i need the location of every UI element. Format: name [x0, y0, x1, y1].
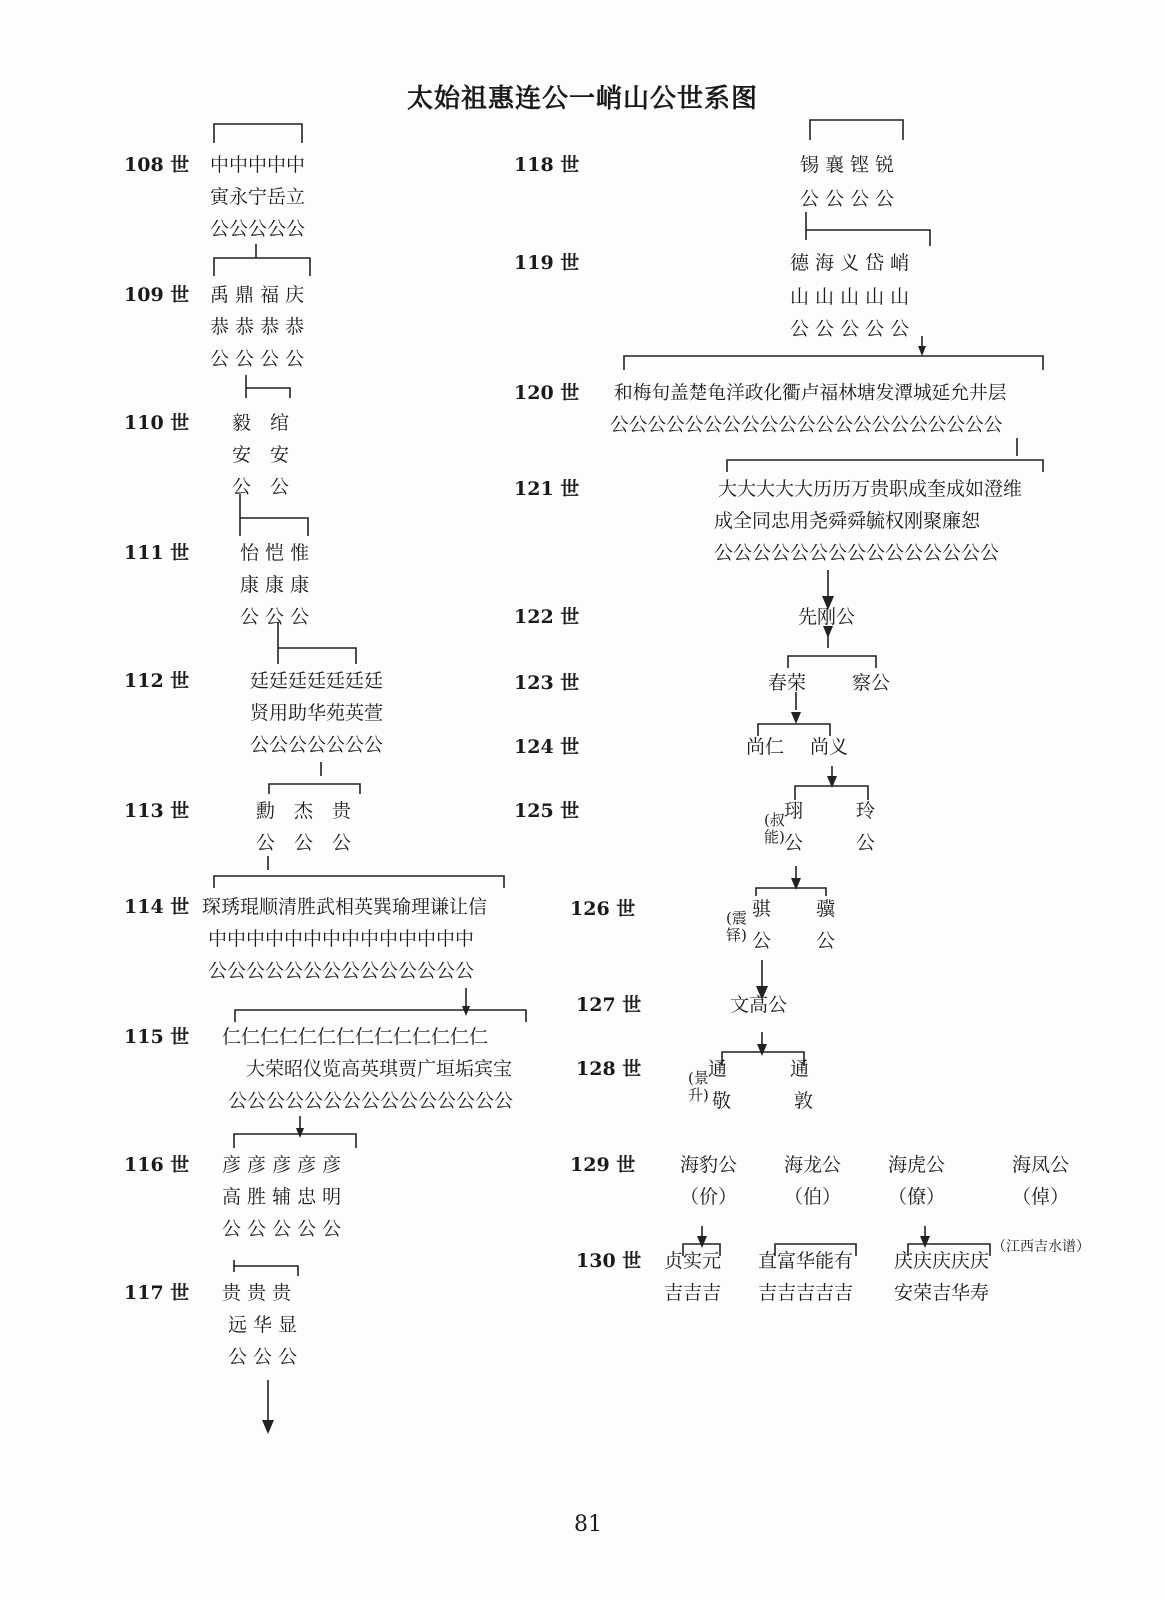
gen-126-person-1-suffix: 公 — [752, 930, 772, 952]
gen-125-person-2-suffix: 公 — [856, 832, 876, 854]
gen-109-row-1: 禹 鼎 福 庆 — [210, 284, 305, 306]
gen-112-row-2: 贤用助华苑英萱 — [250, 702, 384, 724]
gen-label-124: 124 世 — [514, 736, 580, 758]
gen-label-128: 128 世 — [576, 1058, 642, 1080]
gen-130-group-2-row-2: 吉吉吉吉吉 — [758, 1282, 854, 1304]
gen-label-119: 119 世 — [514, 252, 580, 274]
gen-124-person-2: 尚义 — [810, 736, 849, 758]
gen-116-row-3: 公 公 公 公 公 — [222, 1218, 342, 1240]
gen-120-row-1: 和梅旬盖楚龟洋政化衢卢福林塘发潭城延允井层 — [614, 383, 1007, 404]
gen-label-122: 122 世 — [514, 606, 580, 628]
gen-117-row-3: 公 公 公 — [228, 1346, 298, 1368]
gen-label-108: 108 世 — [124, 154, 190, 176]
gen-label-125: 125 世 — [514, 800, 580, 822]
gen-128-person-2-suffix: 敦 — [794, 1090, 814, 1112]
gen-label-123: 123 世 — [514, 672, 580, 694]
gen-label-115: 115 世 — [124, 1026, 190, 1048]
gen-130-group-1-row-2: 吉吉吉 — [664, 1282, 722, 1304]
gen-117-row-1: 贵 贵 贵 — [222, 1282, 292, 1304]
gen-label-129: 129 世 — [570, 1154, 636, 1176]
gen-125-person-2-name: 玲 — [856, 800, 876, 822]
gen-108-row-1: 中中中中中 — [210, 154, 306, 176]
gen-121-row-1: 大大大大大历历万贵职成奎成如澄维 — [718, 478, 1023, 500]
gen-110-row-1: 毅 绾 — [232, 412, 290, 434]
gen-129-person-4-alias: （倬） — [1012, 1186, 1070, 1208]
gen-125-person-1-name: 珝 — [784, 800, 804, 822]
gen-label-118: 118 世 — [514, 154, 580, 176]
gen-115-row-1: 仁仁仁仁仁仁仁仁仁仁仁仁仁仁 — [222, 1026, 489, 1048]
gen-109-row-3: 公 公 公 公 — [210, 348, 305, 370]
gen-129-person-3: 海虎公 — [888, 1154, 946, 1176]
gen-130-group-3-row-2: 安荣吉华寿 — [894, 1282, 990, 1304]
gen-119-row-2: 山 山 山 山 山 — [790, 286, 910, 308]
page-title: 太始祖惠连公一峭山公世系图 — [407, 84, 759, 114]
gen-114-row-2: 中中中中中中中中中中中中中中 — [208, 928, 475, 950]
page-number: 81 — [574, 1512, 602, 1537]
gen-label-116: 116 世 — [124, 1154, 190, 1176]
gen-129-person-1: 海豹公 — [680, 1154, 738, 1176]
gen-111-row-3: 公 公 公 — [240, 606, 310, 628]
gen-label-109: 109 世 — [124, 284, 190, 306]
gen-112-row-1: 廷廷廷廷廷廷廷 — [250, 670, 384, 692]
gen-108-row-2: 寅永宁岳立 — [210, 186, 306, 208]
gen-116-row-2: 高 胜 辅 忠 明 — [222, 1186, 342, 1208]
gen-118-row-2: 公 公 公 公 — [800, 188, 895, 210]
gen-126-person-2-suffix: 公 — [816, 930, 836, 952]
gen-121-row-2: 成全同忠用尧舜舜毓权刚聚廉恕 — [714, 510, 981, 532]
gen-113-row-2: 公 公 公 — [256, 832, 352, 854]
gen-label-117: 117 世 — [124, 1282, 190, 1304]
gen-124-person-1: 尚仁 — [746, 736, 785, 758]
gen-112-row-3: 公公公公公公公 — [250, 734, 384, 756]
gen-108-row-3: 公公公公公 — [210, 218, 306, 240]
gen-128-person-2-name: 通 — [790, 1058, 810, 1080]
gen-114-row-1: 琛琇琨顺清胜武相英巽瑜理谦让信 — [202, 896, 488, 918]
gen-126-person-1-name: 骐 — [752, 898, 772, 920]
gen-120-row-2: 公公公公公公公公公公公公公公公公公公公公公 — [610, 415, 1003, 436]
gen-119-row-3: 公 公 公 公 公 — [790, 318, 910, 340]
gen-125-person-1-suffix: 公 — [784, 832, 804, 854]
gen-121-row-3: 公公公公公公公公公公公公公公公 — [714, 542, 1000, 564]
gen-129-person-3-alias: （僚） — [888, 1186, 946, 1208]
gen-110-row-2: 安 安 — [232, 444, 290, 466]
gen-129-person-4: 海凤公 — [1012, 1154, 1070, 1176]
gen-109-row-2: 恭 恭 恭 恭 — [210, 316, 305, 338]
gen-111-row-2: 康 康 康 — [240, 574, 310, 596]
gen-label-110: 110 世 — [124, 412, 190, 434]
gen-128-alias: (景升) — [688, 1069, 709, 1104]
gen-113-row-1: 勳 杰 贵 — [256, 800, 352, 822]
gen-label-121: 121 世 — [514, 478, 580, 500]
gen-117-row-2: 远 华 显 — [228, 1314, 298, 1336]
gen-129-person-2-alias: （伯） — [784, 1186, 842, 1208]
gen-118-row-1: 锡 襄 铿 锐 — [800, 154, 895, 176]
gen-115-row-3: 公公公公公公公公公公公公公公公 — [228, 1090, 514, 1112]
gen-127-person: 文高公 — [730, 994, 788, 1016]
gen-label-130: 130 世 — [576, 1250, 642, 1272]
gen-115-row-2: 大荣昭仪览高英琪贾广垣垢宾宝 — [246, 1058, 513, 1080]
gen-126-person-2-name: 骥 — [816, 898, 836, 920]
gen-123-person-1: 春荣 — [768, 672, 807, 694]
gen-label-111: 111 世 — [124, 542, 190, 564]
gen-123-person-2: 察公 — [852, 672, 891, 694]
gen-128-person-1-suffix: 敬 — [712, 1090, 732, 1112]
gen-116-row-1: 彦 彦 彦 彦 彦 — [222, 1154, 342, 1176]
source-note: （江西吉水谱） — [992, 1239, 1090, 1255]
gen-129-person-2: 海龙公 — [784, 1154, 842, 1176]
gen-label-127: 127 世 — [576, 994, 642, 1016]
gen-label-113: 113 世 — [124, 800, 190, 822]
gen-111-row-1: 怡 恺 惟 — [240, 542, 310, 564]
gen-119-row-1: 德 海 义 岱 峭 — [790, 252, 910, 274]
gen-label-112: 112 世 — [124, 670, 190, 692]
gen-114-row-3: 公公公公公公公公公公公公公公 — [208, 960, 475, 982]
gen-128-person-1-name: 通 — [708, 1058, 728, 1080]
gen-label-126: 126 世 — [570, 898, 636, 920]
gen-130-group-2-row-1: 直富华能有 — [758, 1250, 854, 1272]
gen-125-alias: (叔能) — [764, 811, 785, 846]
gen-130-group-3-row-1: 庆庆庆庆庆 — [894, 1250, 990, 1272]
gen-122-person: 先刚公 — [798, 606, 856, 628]
gen-label-114: 114 世 — [124, 896, 190, 918]
gen-126-alias: (震铎) — [726, 909, 747, 944]
gen-110-row-3: 公 公 — [232, 476, 290, 498]
gen-label-120: 120 世 — [514, 382, 580, 404]
gen-129-person-1-alias: （价） — [680, 1186, 738, 1208]
gen-130-group-1-row-1: 贞实元 — [664, 1250, 722, 1272]
